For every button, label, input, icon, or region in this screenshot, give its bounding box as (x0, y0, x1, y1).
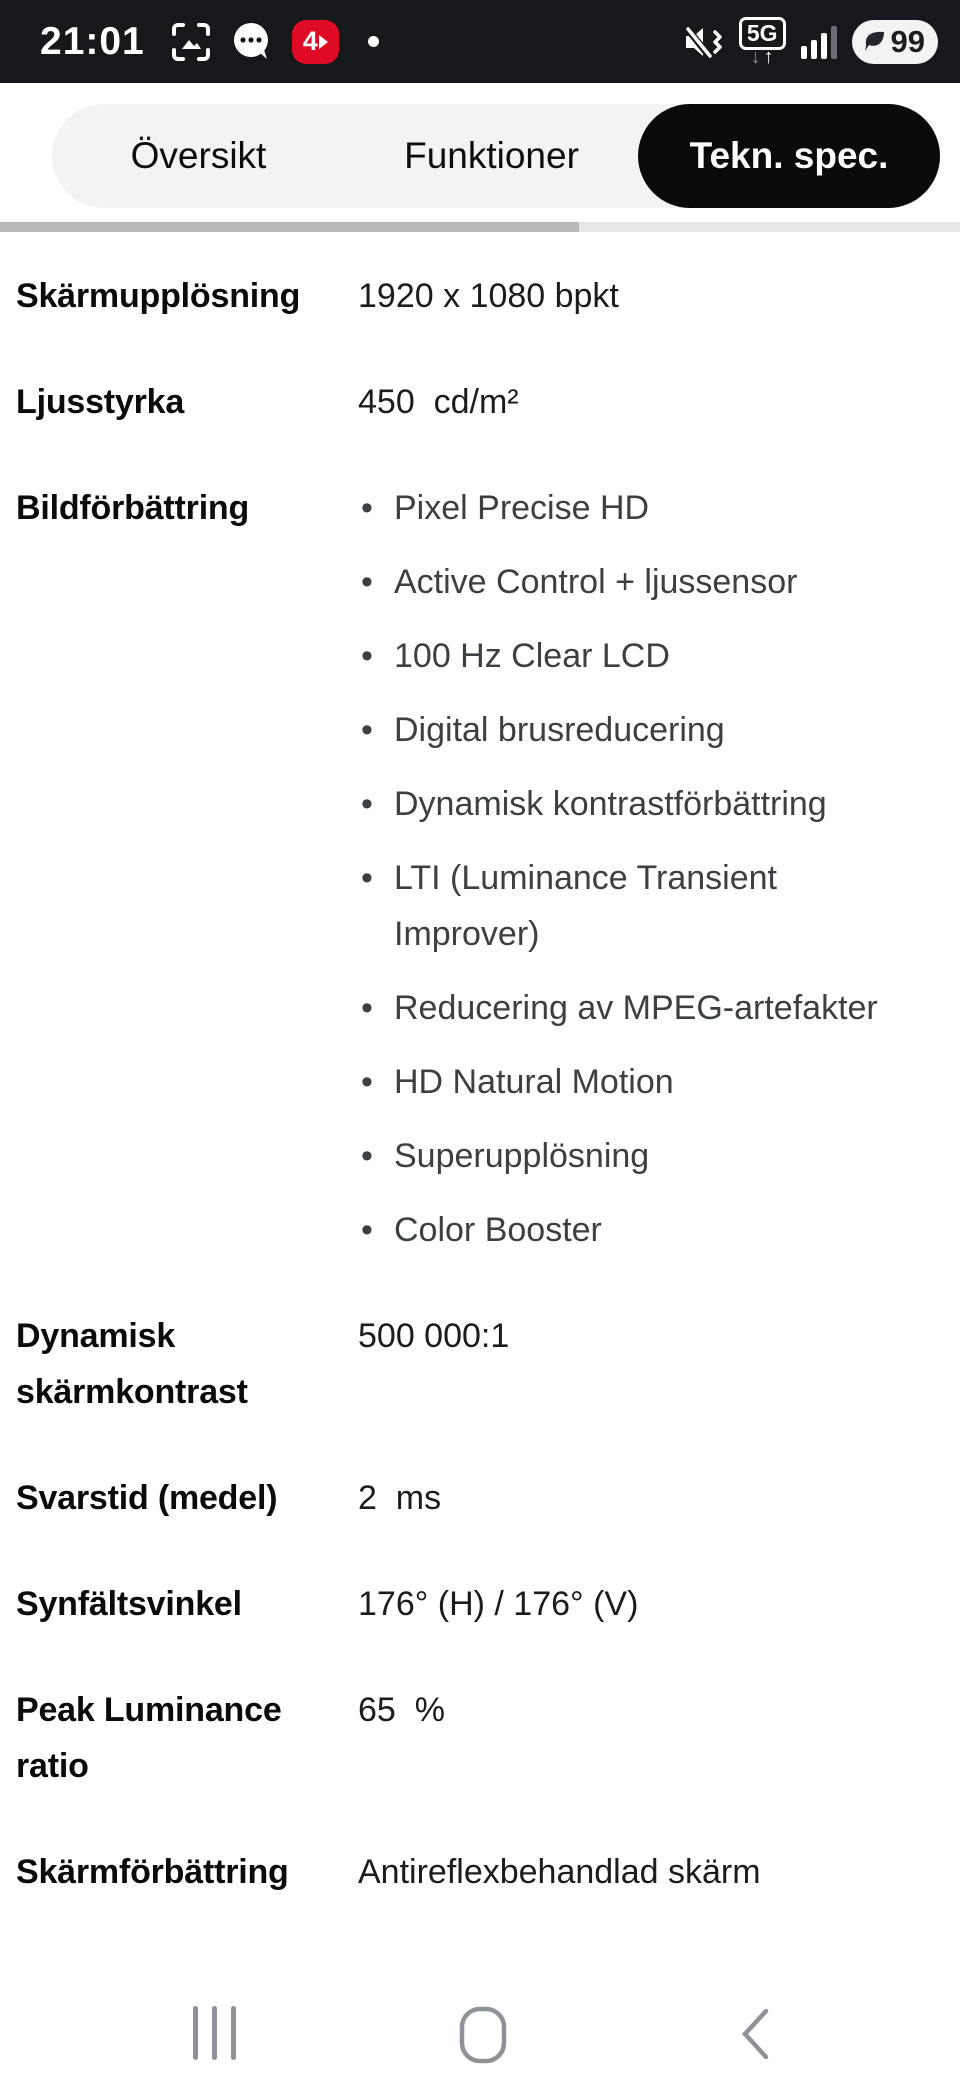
spec-label: Svarstid (medel) (16, 1479, 278, 1517)
notification-dot (368, 36, 379, 47)
clock: 21:01 (40, 19, 145, 63)
tv4-play-badge (292, 20, 339, 64)
spec-bullet-item: • Dynamisk kontrastförbättring (358, 776, 882, 832)
recents-button[interactable] (193, 2006, 236, 2060)
spec-value: Antireflexbehandlad skärm (358, 1853, 761, 1891)
signal-strength-icon (801, 25, 837, 59)
back-chevron-icon (740, 2008, 770, 2060)
spec-label: Skärmupplösning (16, 277, 301, 315)
spec-label: Dynamisk skärmkontrast (16, 1317, 248, 1411)
spec-label: Ljusstyrka (16, 383, 185, 421)
spec-bullet-item: • 100 Hz Clear LCD (358, 628, 882, 684)
spec-label: Skärmförbättring (16, 1853, 289, 1891)
status-bar-left (22, 19, 379, 65)
spec-value: 65 % (358, 1691, 445, 1729)
spec-bullet-item: • Pixel Precise HD (358, 480, 882, 536)
spec-row (16, 1682, 940, 1794)
spec-bullet-list (358, 480, 882, 1258)
spec-row (16, 268, 940, 324)
battery-saver-leaf-icon (861, 28, 888, 55)
spec-label: Synfältsvinkel (16, 1585, 242, 1623)
spec-bullet-item: • Digital brusreducering (358, 702, 882, 758)
spec-value: 500 000:1 (358, 1317, 510, 1355)
spec-row (16, 1844, 940, 1900)
spec-value: 1920 x 1080 bpkt (358, 277, 619, 315)
spec-label: Peak Luminance ratio (16, 1691, 282, 1785)
badge-count: 4 (302, 26, 318, 56)
scrollbar-thumb[interactable] (0, 222, 579, 232)
battery-indicator (852, 20, 938, 64)
scrollbar-track (0, 222, 960, 232)
android-navigation-bar (0, 1950, 960, 2080)
tab-funktioner[interactable]: Funktioner (404, 135, 579, 176)
messages-icon (229, 19, 275, 65)
spec-row (16, 1576, 940, 1632)
battery-percent: 99 (890, 23, 925, 59)
spec-value: 450 cd/m² (358, 383, 519, 421)
tab-bar (0, 83, 960, 208)
home-button[interactable] (459, 2006, 507, 2069)
spec-bullet-item: • Color Booster (358, 1202, 882, 1258)
spec-bullet-item: • Superupplösning (358, 1128, 882, 1184)
spec-bullet-item: • Reducering av MPEG-artefakter (358, 980, 882, 1036)
home-icon (459, 2006, 507, 2064)
5g-network-icon (739, 17, 786, 67)
spec-table (0, 232, 960, 1900)
tab-tekn-spec[interactable]: Tekn. spec. (638, 104, 940, 208)
spec-value: 176° (H) / 176° (V) (358, 1585, 639, 1623)
tab-versikt[interactable]: Översikt (130, 135, 267, 176)
spec-row (16, 480, 940, 1258)
spec-bullet-item: • HD Natural Motion (358, 1054, 882, 1110)
status-bar (0, 0, 960, 83)
tabs-container (52, 104, 940, 208)
spec-bullet-item: • Active Control + ljussensor (358, 554, 882, 610)
play-triangle-icon (319, 35, 328, 49)
status-bar-right (684, 17, 938, 67)
spec-bullet-item: • LTI (Luminance Transient Improver) (358, 850, 882, 962)
5g-label: 5G (739, 17, 786, 50)
spec-row (16, 1308, 940, 1420)
spec-value: 2 ms (358, 1479, 442, 1517)
spec-row (16, 1470, 940, 1526)
mute-icon (684, 24, 724, 60)
back-button[interactable] (740, 2008, 770, 2065)
spec-label: Bildförbättring (16, 489, 250, 527)
data-arrows-icon: ↓ ↑ (750, 45, 774, 68)
spec-row (16, 374, 940, 430)
screenshot-icon (170, 21, 212, 63)
